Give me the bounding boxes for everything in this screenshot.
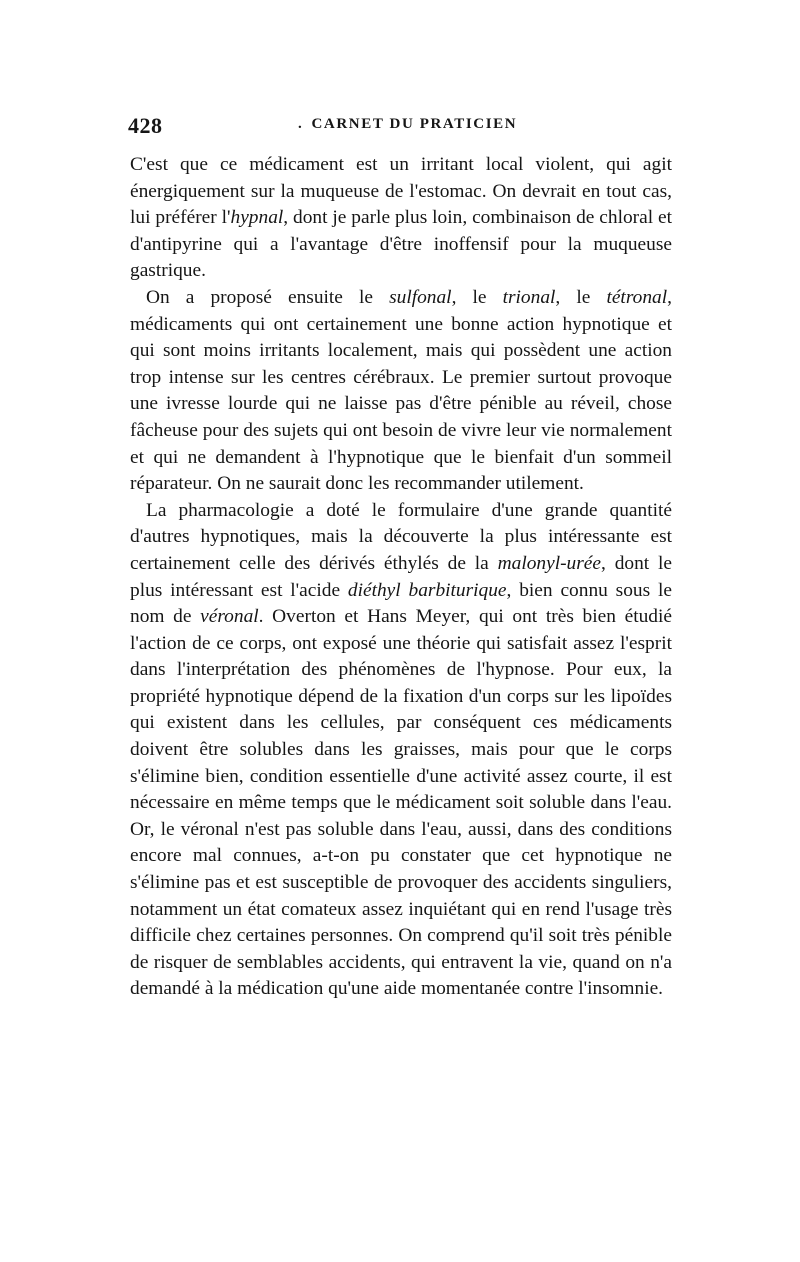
text-segment: , dont je parle plus loin, combinaison de chloral et d'antipyrine qui a l'avantage d'être inoffensif pour la muqueuse gastrique. bbox=[130, 207, 672, 282]
text-segment: , médicaments qui ont certainement une bonne action hypnotique et qui sont moins irritants localement, mais qui possèdent une action trop intense sur les centres cérébraux. Le premier surtout provoque une ivresse lourde qui ne laisse pas d'être pénible au réveil, chose fâcheuse pour des sujets qui ont besoin de vivre leur vie normalement et qui ne demandent à l'hypnotique que le bienfait d'un sommeil réparateur. On ne saurait donc les recommander utilement. bbox=[130, 286, 672, 495]
text-segment: C'est que ce médicament est un irritant local violent, qui agit énergiquement sur la muqueuse de l'estomac. On devrait en tout cas, lui préférer l' bbox=[130, 154, 672, 229]
text-segment: . Overton et Hans Meyer, qui ont très bien étudié l'action de ce corps, ont exposé une théorie qui satisfait assez l'esprit dans l'interprétation des phénomènes de l'hypnose. Pour eux, la propriété hypnotique dépend de la fixation d'un corps sur les lipoïdes qui existent dans les cellules, par conséquent ces médicaments doivent être solubles dans les graisses, mais pour que le corps s'élimine bien, condition essentielle d'une activité assez courte, il est nécessaire en même temps que le médicament soit soluble dans l'eau. Or, le véronal n'est pas soluble dans l'eau, aussi, dans des conditions encore mal connues, a-t-on pu constater que cet hypnotique ne s'élimine pas et est susceptible de provoquer des accidents singuliers, notamment un état comateux assez inquiétant qui en rend l'usage très difficile chez certaines personnes. On comprend qu'il soit très pénible de risquer de semblables accidents, qui entravent la vie, quand on n'a demandé à la médication qu'une aide momentanée contre l'insomnie. bbox=[130, 606, 672, 1000]
text-segment: On a proposé ensuite le bbox=[146, 286, 390, 308]
page-number: 428 bbox=[128, 113, 163, 138]
italic-term: trional bbox=[502, 286, 556, 308]
italic-term: sulfonal bbox=[389, 286, 452, 308]
italic-term: tétronal bbox=[606, 286, 668, 308]
paragraph bbox=[130, 285, 672, 498]
body-text bbox=[130, 152, 672, 1003]
italic-term: malonyl-urée bbox=[497, 552, 602, 574]
page-header bbox=[128, 113, 688, 143]
text-segment: La pharmacologie a doté le formulaire d'une grande quantité d'autres hypnotiques, mais la découverte la plus intéressante est certainement celle des dérivés éthylés de la bbox=[130, 499, 672, 574]
text-segment: , bien connu sous le nom de bbox=[130, 579, 672, 628]
italic-term: véronal bbox=[200, 606, 259, 628]
paragraph bbox=[130, 498, 672, 1003]
text-segment: , le bbox=[555, 286, 607, 308]
running-title: . CARNET DU PRATICIEN bbox=[298, 116, 517, 133]
paragraph bbox=[130, 152, 672, 285]
text-segment: , le bbox=[451, 286, 503, 308]
text-segment: , dont le plus intéressant est l'acide bbox=[130, 552, 672, 601]
italic-term: hypnal bbox=[230, 207, 284, 229]
italic-term: diéthyl barbiturique bbox=[347, 579, 507, 601]
